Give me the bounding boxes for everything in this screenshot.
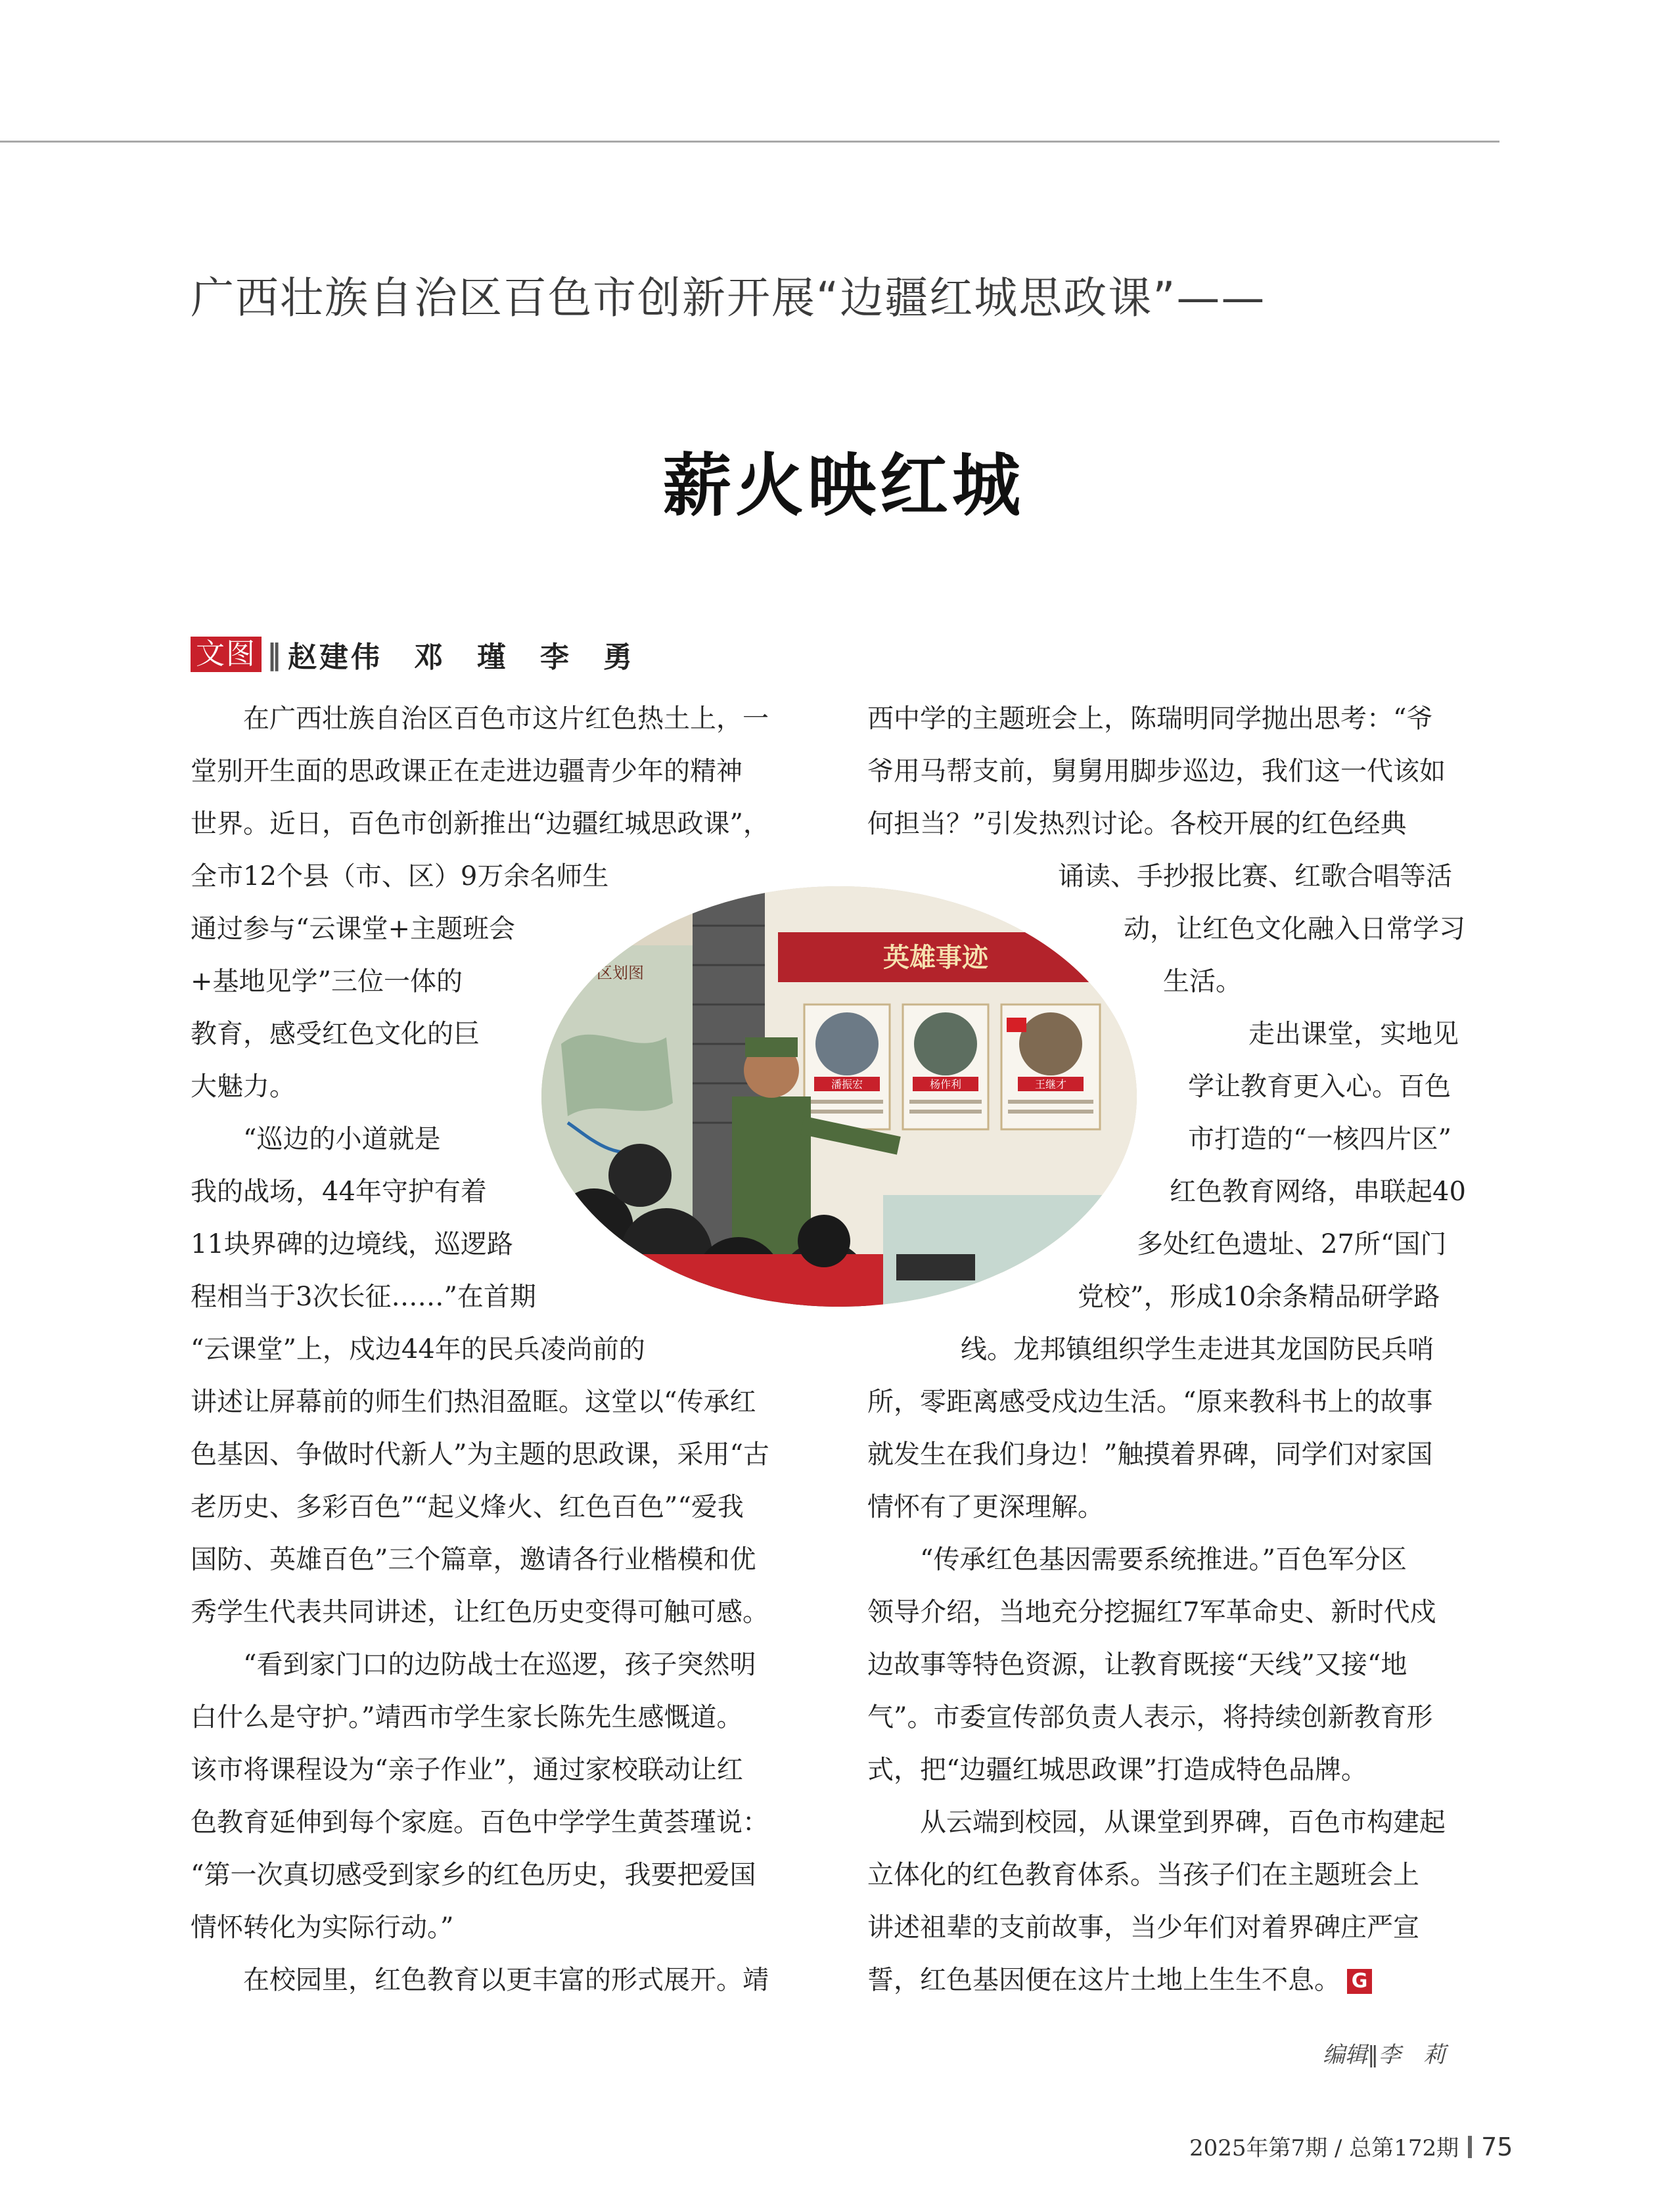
body-line: 白什么是守护。”靖西市学生家长陈先生感慨道。 (191, 1702, 743, 1732)
body-line: 讲述祖辈的支前故事，当少年们对着界碑庄严宣 (867, 1912, 1419, 1943)
body-line: “看到家门口的边防战士在巡逻，孩子突然明 (191, 1650, 756, 1680)
body-line: 立体化的红色教育体系。当孩子们在主题班会上 (867, 1860, 1419, 1890)
body-line: 色教育延伸到每个家庭。百色中学学生黄荟瑾说： (191, 1807, 769, 1838)
body-line: 爷用马帮支前，舅舅用脚步巡边，我们这一代该如 (867, 756, 1446, 786)
body-line: 边故事等特色资源，让教育既接“天线”又接“地 (867, 1650, 1407, 1680)
body-line: 世界。近日，百色市创新推出“边疆红城思政课”， (191, 809, 769, 839)
body-line: 气”。市委宣传部负责人表示，将持续创新教育形 (867, 1702, 1433, 1732)
body-line: 领导介绍，当地充分挖掘红7军革命史、新时代戍 (867, 1597, 1436, 1627)
photo-illustration (541, 886, 1137, 1307)
byline-separator: ‖ (267, 637, 281, 671)
page-number: 75 (1481, 2133, 1513, 2161)
body-line: 教育，感受红色文化的巨 (191, 1019, 480, 1049)
body-line: 堂别开生面的思政课正在走进边疆青少年的精神 (191, 756, 743, 786)
portrait-name: 王继才 (1034, 1078, 1067, 1091)
body-line: 情怀转化为实际行动。” (191, 1912, 454, 1943)
body-line (867, 1954, 1372, 2006)
body-line: 线。龙邦镇组织学生走进其龙国防民兵哨 (961, 1334, 1434, 1365)
kicker: 广西壮族自治区百色市创新开展“边疆红城思政课”—— (191, 273, 1266, 323)
article-photo (541, 886, 1137, 1307)
page-title: 薪火映红城 (662, 445, 1024, 526)
body-line: 秀学生代表共同讲述，让红色历史变得可触可感。 (191, 1597, 769, 1627)
body-line: 生活。 (1163, 966, 1242, 997)
body-line: 在校园里，红色教育以更丰富的形式展开。靖 (191, 1965, 769, 1995)
body-line: 从云端到校园，从课堂到界碑，百色市构建起 (867, 1807, 1446, 1838)
body-line: 在广西壮族自治区百色市这片红色热土上，一 (191, 704, 769, 734)
body-line: 程相当于3次长征……”在首期 (191, 1282, 536, 1312)
body-line: 讲述让屏幕前的师生们热泪盈眶。这堂以“传承红 (191, 1387, 756, 1417)
map-panel-label: 区划图 (597, 964, 644, 982)
body-line: 情怀有了更深理解。 (867, 1492, 1104, 1522)
body-line: 走出课堂，实地见 (1196, 1019, 1459, 1049)
body-line: 所，零距离感受戍边生活。“原来教科书上的故事 (867, 1387, 1433, 1417)
last-paragraph-line: 誓，红色基因便在这片土地上生生不息。 (867, 1965, 1340, 1995)
body-line: 红色教育网络，串联起40 (1170, 1177, 1466, 1207)
banner-text: 英雄事迹 (883, 943, 988, 973)
body-line: 11块界碑的边境线，巡逻路 (191, 1229, 513, 1259)
body-line: 多处红色遗址、27所“国门 (1137, 1229, 1447, 1259)
editor-credit: 编辑‖李 莉 (1323, 2042, 1446, 2068)
body-line: 市打造的“一核四片区” (1188, 1124, 1452, 1154)
body-line: 诵读、手抄报比赛、红歌合唱等活 (1058, 861, 1452, 892)
top-rule (0, 141, 1499, 143)
body-line: 通过参与“云课堂+主题班会 (191, 914, 515, 944)
body-line: 动，让红色文化融入日常学习 (1124, 914, 1465, 944)
body-line: “传承红色基因需要系统推进。”百色军分区 (867, 1545, 1407, 1575)
body-line: 老历史、多彩百色”“起义烽火、红色百色”“爱我 (191, 1492, 744, 1522)
portrait-name: 杨作利 (929, 1078, 962, 1091)
body-line: 式，把“边疆红城思政课”打造成特色品牌。 (867, 1755, 1367, 1785)
body-line: “云课堂”上，戍边44年的民兵凌尚前的 (191, 1334, 645, 1365)
byline-tag: 文图 (191, 637, 262, 672)
body-line: 全市12个县（市、区）9万余名师生 (191, 861, 609, 892)
body-line: 该市将课程设为“亲子作业”，通过家校联动让红 (191, 1755, 743, 1785)
body-line: 我的战场，44年守护有着 (191, 1177, 487, 1207)
body-line: 国防、英雄百色”三个篇章，邀请各行业楷模和优 (191, 1545, 756, 1575)
body-line: 西中学的主题班会上，陈瑞明同学抛出思考：“爷 (867, 704, 1433, 734)
body-line: 党校”，形成10余条精品研学路 (1078, 1282, 1440, 1312)
end-mark-icon: G (1347, 1969, 1372, 1994)
body-line: 学让教育更入心。百色 (1188, 1072, 1451, 1102)
byline (191, 635, 635, 673)
body-line: “第一次真切感受到家乡的红色历史，我要把爱国 (191, 1860, 756, 1890)
body-line: +基地见学”三位一体的 (191, 966, 463, 997)
body-line: 何担当？”引发热烈讨论。各校开展的红色经典 (867, 809, 1407, 839)
byline-authors: 赵建伟 邓 瑾 李 勇 (288, 641, 635, 674)
footer (1189, 2130, 1513, 2162)
footer-divider (1468, 2136, 1472, 2158)
body-line: 就发生在我们身边！”触摸着界碑，同学们对家国 (867, 1439, 1433, 1470)
body-line: 色基因、争做时代新人”为主题的思政课，采用“古 (191, 1439, 769, 1470)
body-line: “巡边的小道就是 (191, 1124, 441, 1154)
issue-info: 2025年第7期 / 总第172期 (1189, 2135, 1459, 2161)
portrait-name: 潘振宏 (831, 1078, 863, 1091)
body-line: 大魅力。 (191, 1072, 296, 1102)
